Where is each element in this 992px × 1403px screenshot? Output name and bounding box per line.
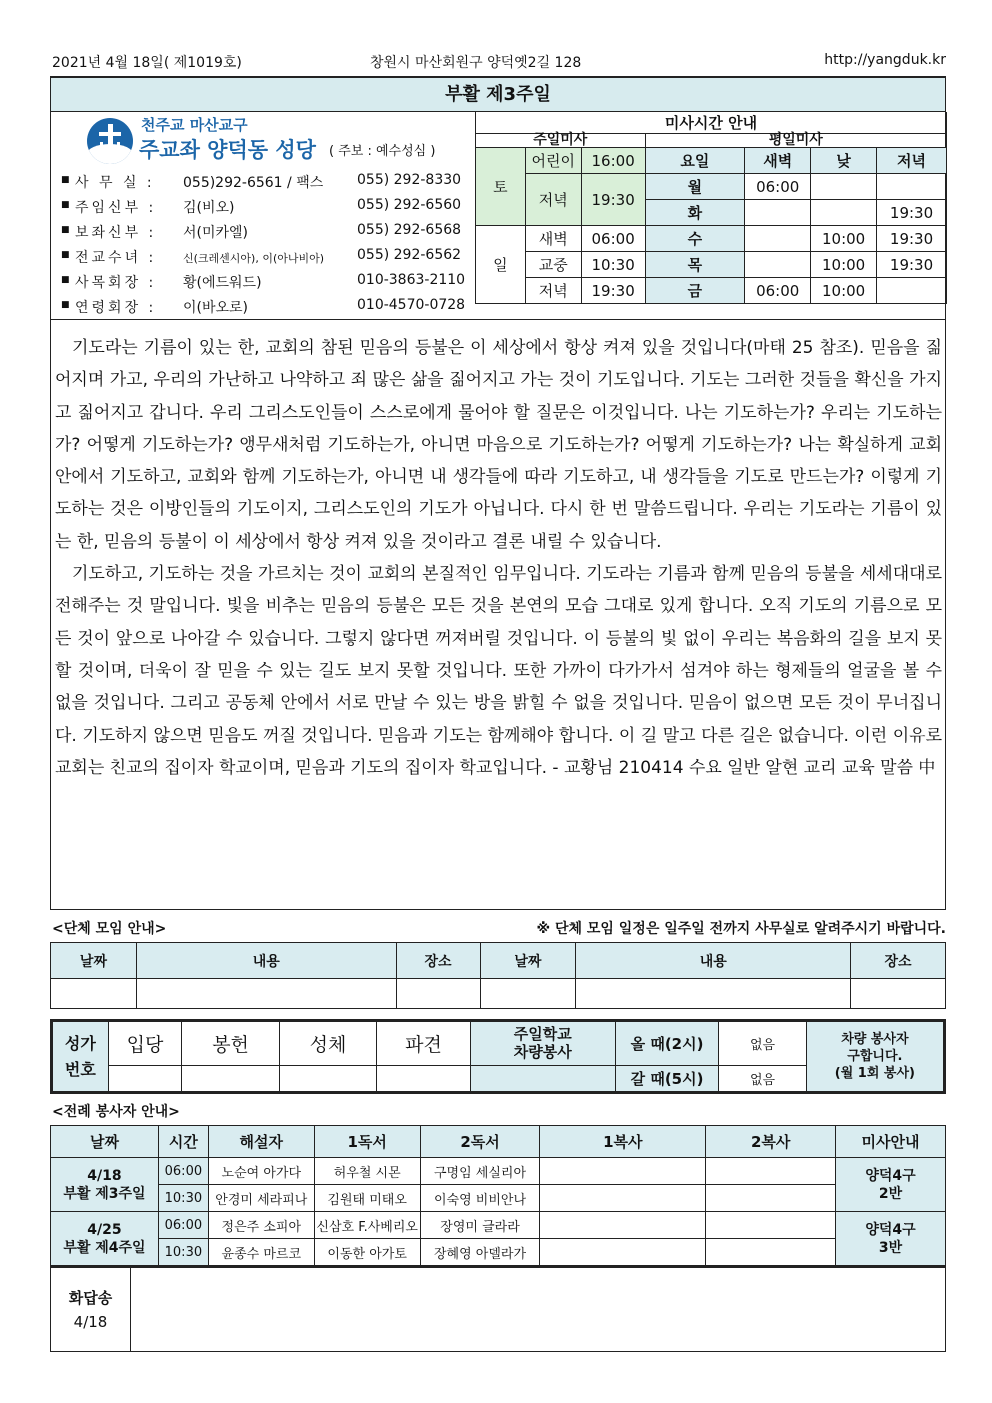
bullet-icon: ■ <box>61 200 70 210</box>
groups-title: <단체 모임 안내> <box>52 921 167 937</box>
servers-table <box>50 1125 946 1266</box>
staff-row: ■ 사 무 실 : 055)292-6561 / 팩스 055) 292-8330 <box>61 172 462 191</box>
table-row: 4/25 부활 제4주일 06:00 정은주 소피아 신삼호 F.사베리오 장영미 글라라 양덕4구 3반 <box>51 1212 946 1239</box>
shuttle-5pm-value: 없음 <box>719 1065 806 1091</box>
staff-list <box>61 170 473 320</box>
dismissal-hymn-number <box>377 1065 470 1091</box>
responsorial-psalm-date: 4/18 <box>73 1313 108 1331</box>
groups-note: ※ 단체 모임 일정은 일주일 전까지 사무실로 알려주시기 바랍니다. <box>536 921 946 937</box>
servers-title: <전례 봉사자 안내> <box>52 1104 180 1120</box>
shuttle-2pm-value: 없음 <box>719 1022 806 1066</box>
bullet-icon: ■ <box>61 275 70 285</box>
entrance-hymn-number <box>108 1065 182 1091</box>
entrance-hymn-label: 입당 <box>108 1022 182 1066</box>
responsorial-psalm-box <box>50 1266 946 1352</box>
staff-row: ■ 연령회장 : 이(바오로) 010-4570-0728 <box>61 297 466 316</box>
hymn-number-label: 성가 번호 <box>53 1022 109 1092</box>
staff-row: ■ 사목회장 : 황(에드워드) 010-3863-2110 <box>61 272 466 291</box>
parish-logo <box>87 118 133 164</box>
homily-text <box>50 320 946 910</box>
responsorial-psalm-label: 화답송 4/18 <box>51 1268 131 1351</box>
staff-row: ■ 보좌신부 : 서(미카엘) 055) 292-6568 <box>61 222 462 241</box>
volunteer-notice: 차량 봉사자 구합니다. (월 1회 봉사) <box>806 1022 943 1092</box>
patron-saint: ( 주보 : 예수성심 ) <box>329 144 436 159</box>
mass-heading: 미사시간 안내 <box>476 112 947 134</box>
bullet-icon: ■ <box>61 300 70 310</box>
table-row <box>51 979 946 1009</box>
communion-hymn-label: 성체 <box>279 1022 376 1066</box>
diocese-name: 천주교 마산교구 <box>141 116 248 134</box>
mass-schedule: 미사시간 안내 주일미사 평일미사 토 어린이 16:00 요일 새벽 낮 저녁 월 06:00 저녁 19:30 화 19:30 일 새벽 06:00 수 10:00 19:30 교중 10:30 목 10:00 19:30 저녁 19:30 금 06:00 10:00 <box>475 112 947 304</box>
sunday-mass-heading: 주일미사 <box>476 134 646 148</box>
sunday-label: 일 <box>476 226 526 304</box>
table-row: 4/18 부활 제3주일 06:00 노순여 아가다 허우철 시몬 구명임 세실리아 양덕4구 2반 <box>51 1158 946 1185</box>
parish-name: 주교좌 양덕동 성당 <box>139 138 316 162</box>
homily-paragraph: 기도라는 기름이 있는 한, 교회의 참된 믿음의 등불은 이 세상에서 항상 켜져 있을 것입니다(마태 25 참조). 믿음을 짊어지며 가고, 우리의 가난하고 나약하고 죄 많은 삶을 짊어지고 가는 것이 기도입니다. 기도는 그러한 것들을 확신을 가지고 짊어지고 갑니다. 우리 그리스도인들이 스스로에게 물어야 할 질문은 이것입니다. 나는 기도하는가? 우리는 기도하는가? 어떻게 기도하는가? 앵무새처럼 기도하는가, 아니면 마음으로 기도하는가? 어떻게 기도하는가? 나는 확실하게 교회 안에서 기도하고, 교회와 함께 기도하는가, 아니면 내 생각들에 따라 기도하고, 내 생각들을 기도로 만드는가? 이렇게 기도하는 것은 이방인들의 기도이지, 그리스도인의 기도가 아닙니다. 다시 한 번 말씀드립니다. 우리는 기도라는 기름이 있는 한, 믿음의 등불이 이 세상에서 항상 켜져 있을 것이라고 결론 내릴 수 있습니다. <box>55 338 942 552</box>
groups-table <box>50 942 946 1009</box>
issue-date: 2021년 4월 18일( 제1019호) <box>52 55 242 71</box>
bullet-icon: ■ <box>61 225 70 235</box>
sunday-school-shuttle-label: 주일학교 차량봉사 <box>470 1022 615 1066</box>
table-row: 10:30 안경미 세라피나 김원태 미태오 이숙영 비비안나 <box>51 1185 946 1212</box>
church-address: 창원시 마산회원구 양덕옛2길 128 <box>370 55 582 71</box>
staff-row: ■ 전교수녀 : 신(크레센시아), 이(아나비아) 055) 292-6562 <box>61 247 462 266</box>
communion-hymn-number <box>279 1065 376 1091</box>
dismissal-hymn-label: 파견 <box>377 1022 470 1066</box>
offertory-hymn-number <box>182 1065 279 1091</box>
offertory-hymn-label: 봉헌 <box>182 1022 279 1066</box>
parish-info-box <box>50 112 946 320</box>
website-url[interactable]: http://yangduk.kr <box>824 52 946 68</box>
hymn-table <box>52 1021 944 1092</box>
hymn-box <box>50 1019 946 1094</box>
bulletin-title: 부활 제3주일 <box>50 76 946 112</box>
table-row: 10:30 윤종수 마르코 이동한 아가토 장혜영 아델라가 <box>51 1239 946 1266</box>
bullet-icon: ■ <box>61 175 70 185</box>
homily-paragraph: 기도하고, 기도하는 것을 가르치는 것이 교회의 본질적인 임무입니다. 기도라는 기름과 함께 믿음의 등불을 세세대대로 전해주는 것 말입니다. 빛을 비추는 믿음의 등불은 모든 것을 본연의 모습 그대로 있게 합니다. 오직 기도의 기름으로 모든 것이 앞으로 나아갈 수 있습니다. 그렇지 않다면 꺼져버릴 것입니다. 이 등불의 빛 없이 우리는 복음화의 길을 보지 못할 것이며, 더욱이 잘 믿을 수 있는 길도 보지 못할 것입니다. 또한 가까이 다가가서 섬겨야 하는 형제들의 얼굴을 볼 수 없을 것입니다. 그리고 공동체 안에서 서로 만날 수 있는 방을 밝힐 수 없을 것입니다. 믿음이 없으면 모든 것이 무너집니다. 기도하지 않으면 믿음도 꺼질 것입니다. 믿음과 기도는 함께해야 합니다. 이 길 말고 다른 길은 없습니다. 이런 이유로 교회는 친교의 집이자 학교이며, 믿음과 기도의 집이자 학교입니다. - 교황님 210414 수요 일반 알현 교리 교육 말씀 中 <box>55 564 942 778</box>
shuttle-2pm-label: 올 때(2시) <box>615 1022 718 1066</box>
staff-row: ■ 주임신부 : 김(비오) 055) 292-6560 <box>61 197 462 216</box>
page-header <box>52 52 946 74</box>
shuttle-5pm-label: 갈 때(5시) <box>615 1065 718 1091</box>
weekday-mass-heading: 평일미사 <box>645 134 946 148</box>
bullet-icon: ■ <box>61 250 70 260</box>
saturday-label: 토 <box>476 148 526 226</box>
table-header-row: 날짜 내용 장소 날짜 내용 장소 <box>51 943 946 979</box>
table-header-row: 날짜 시간 해설자 1독서 2독서 1복사 2복사 미사안내 <box>51 1126 946 1158</box>
